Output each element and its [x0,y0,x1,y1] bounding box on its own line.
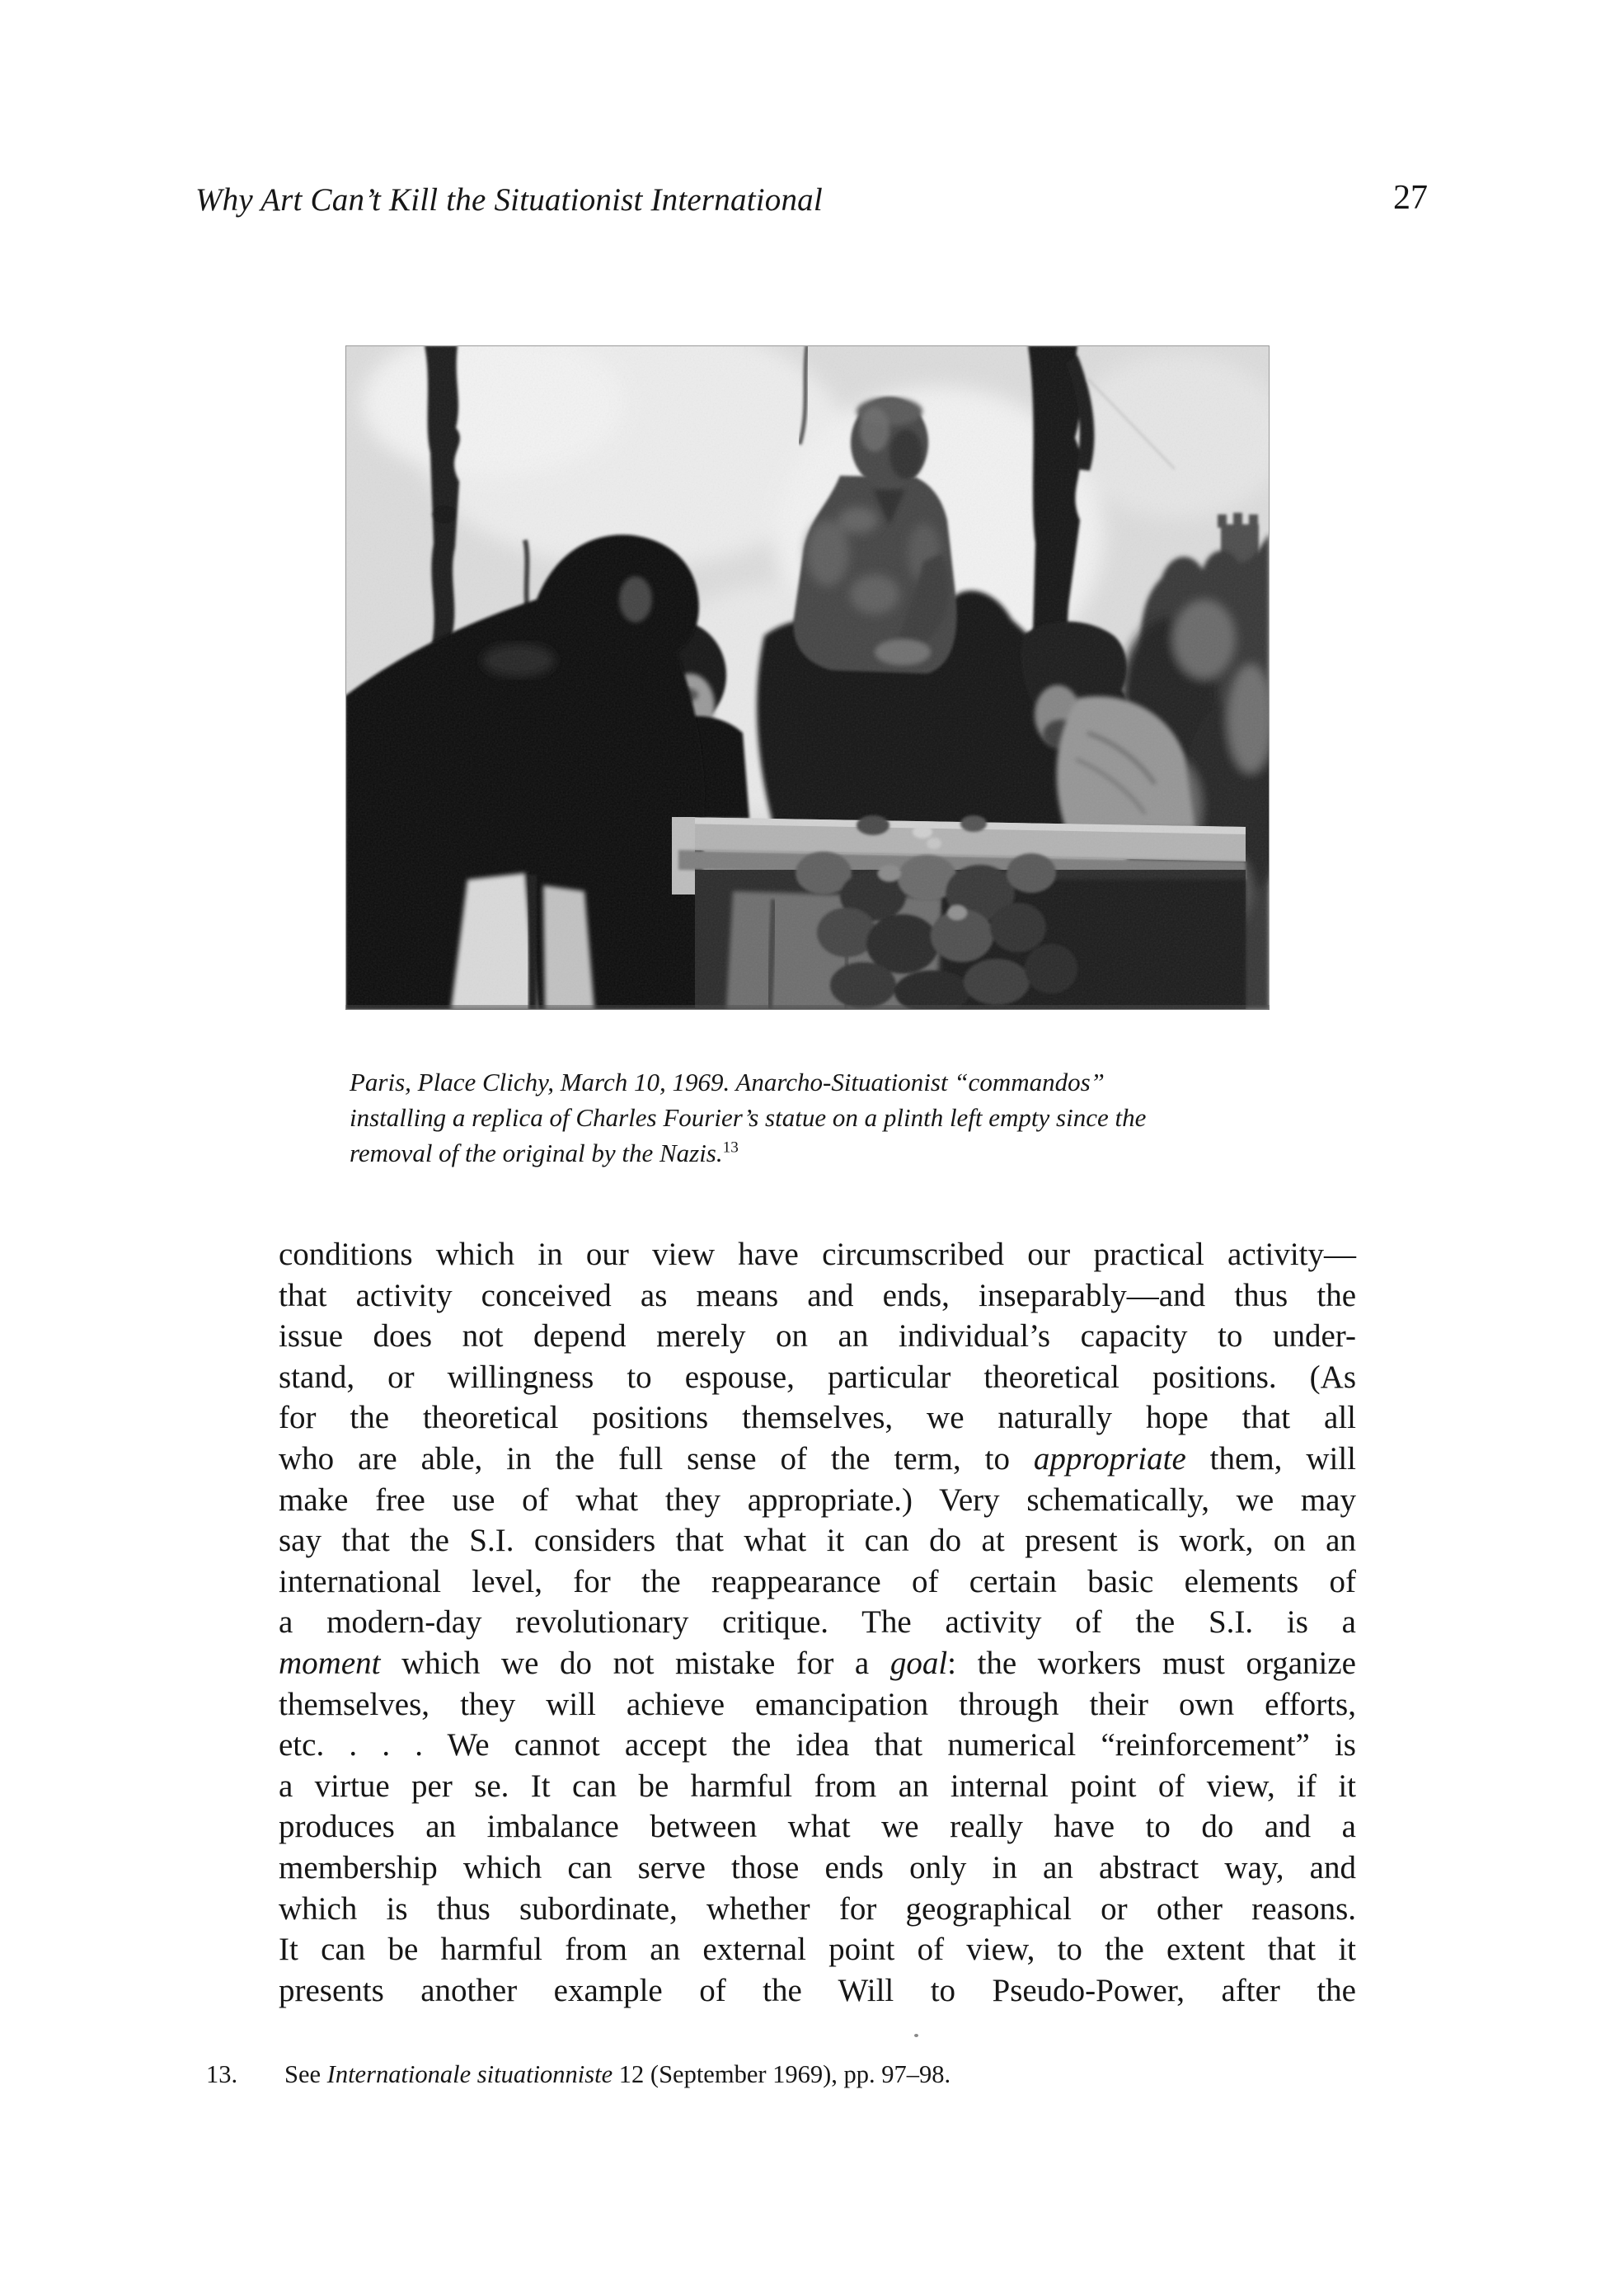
text-segment: themselves, they will achieve emancipation through their own efforts, [279,1686,1356,1722]
text-line [279,1397,1356,1439]
text-segment: See [284,2060,327,2088]
text-line [279,1970,1356,2012]
text-line [279,1234,1356,1275]
text-line [279,1561,1356,1603]
text-line [279,1316,1356,1357]
text-line [279,1357,1356,1398]
body-paragraph [279,1234,1356,2011]
text-segment: conditions which in our view have circumscribed our practical activity— [279,1237,1356,1272]
text-segment: stand, or willingness to espouse, particular theoretical positions. (As [279,1359,1356,1395]
text-segment: moment [279,1645,381,1681]
footnote [206,2058,1319,2091]
photo-caption [350,1064,1298,1171]
text-line [279,1889,1356,1930]
text-segment: make free use of what they appropriate.) Very schematically, we may [279,1481,1356,1518]
text-segment: 12 (September 1969), pp. 97–98. [613,2060,951,2088]
text-line [279,1643,1356,1684]
text-segment: which is thus subordinate, whether for geographical or other reasons. [279,1890,1356,1927]
photo-illustration [345,345,1270,1010]
text-segment: presents another example of the Will to Pseudo-Power, after the [279,1972,1356,2008]
text-segment: installing a replica of Charles Fourier’s statue on a plinth left empty since the [350,1103,1147,1132]
text-segment: for the theoretical positions themselves, we naturally hope that all [279,1400,1356,1436]
text-segment: which we do not mistake for a [380,1645,890,1681]
footnote-text [284,2060,950,2088]
text-line [279,1439,1356,1480]
text-segment: goal [889,1645,948,1681]
text-segment: 13 [722,1139,739,1157]
text-segment: etc. . . . We cannot accept the idea that numerical “reinforcement” is [279,1727,1356,1763]
text-segment: them, will [1185,1440,1357,1477]
text-line [350,1064,1298,1100]
photograph [345,345,1270,1010]
text-segment: : the workers must organize [947,1645,1356,1681]
footnote-number: 13. [206,2060,238,2088]
text-segment: Paris, Place Clichy, March 10, 1969. Anarcho-Situationist “commandos” [350,1068,1105,1096]
text-line [279,1848,1356,1889]
text-segment: Internationale situationniste [326,2060,613,2088]
text-line [279,1929,1356,1970]
text-line [350,1100,1298,1135]
page-number: 27 [1393,179,1428,217]
text-line [279,1275,1356,1317]
text-line [350,1135,1298,1171]
text-segment: produces an imbalance between what we really have to do and a [279,1809,1356,1845]
text-segment: that activity conceived as means and ends, inseparably—and thus the [279,1277,1356,1313]
text-line [279,1684,1356,1726]
text-segment: international level, for the reappearance of certain basic elements of [279,1563,1356,1599]
text-segment: issue does not depend merely on an individual’s capacity to under- [279,1318,1356,1355]
text-line [279,1806,1356,1848]
text-segment: a modern-day revolutionary critique. The activity of the S.I. is a [279,1604,1356,1641]
text-segment: It can be harmful from an external point of view, to the extent that it [279,1932,1356,1968]
text-segment: membership which can serve those ends only in an abstract way, and [279,1849,1356,1885]
text-line [279,1520,1356,1561]
running-header: Why Art Can’t Kill the Situationist International [195,182,823,218]
ink-speck [914,2034,918,2037]
text-line [279,1725,1356,1766]
text-segment: say that the S.I. considers that what it can do at present is work, on an [279,1523,1356,1559]
text-segment: who are able, in the full sense of the term, to [279,1440,1034,1477]
text-segment: a virtue per se. It can be harmful from an internal point of view, if it [279,1768,1356,1804]
text-line [279,1480,1356,1521]
text-line [279,1766,1356,1807]
text-segment: removal of the original by the Nazis. [350,1139,723,1167]
text-line [279,1602,1356,1643]
text-segment: appropriate [1033,1440,1186,1477]
